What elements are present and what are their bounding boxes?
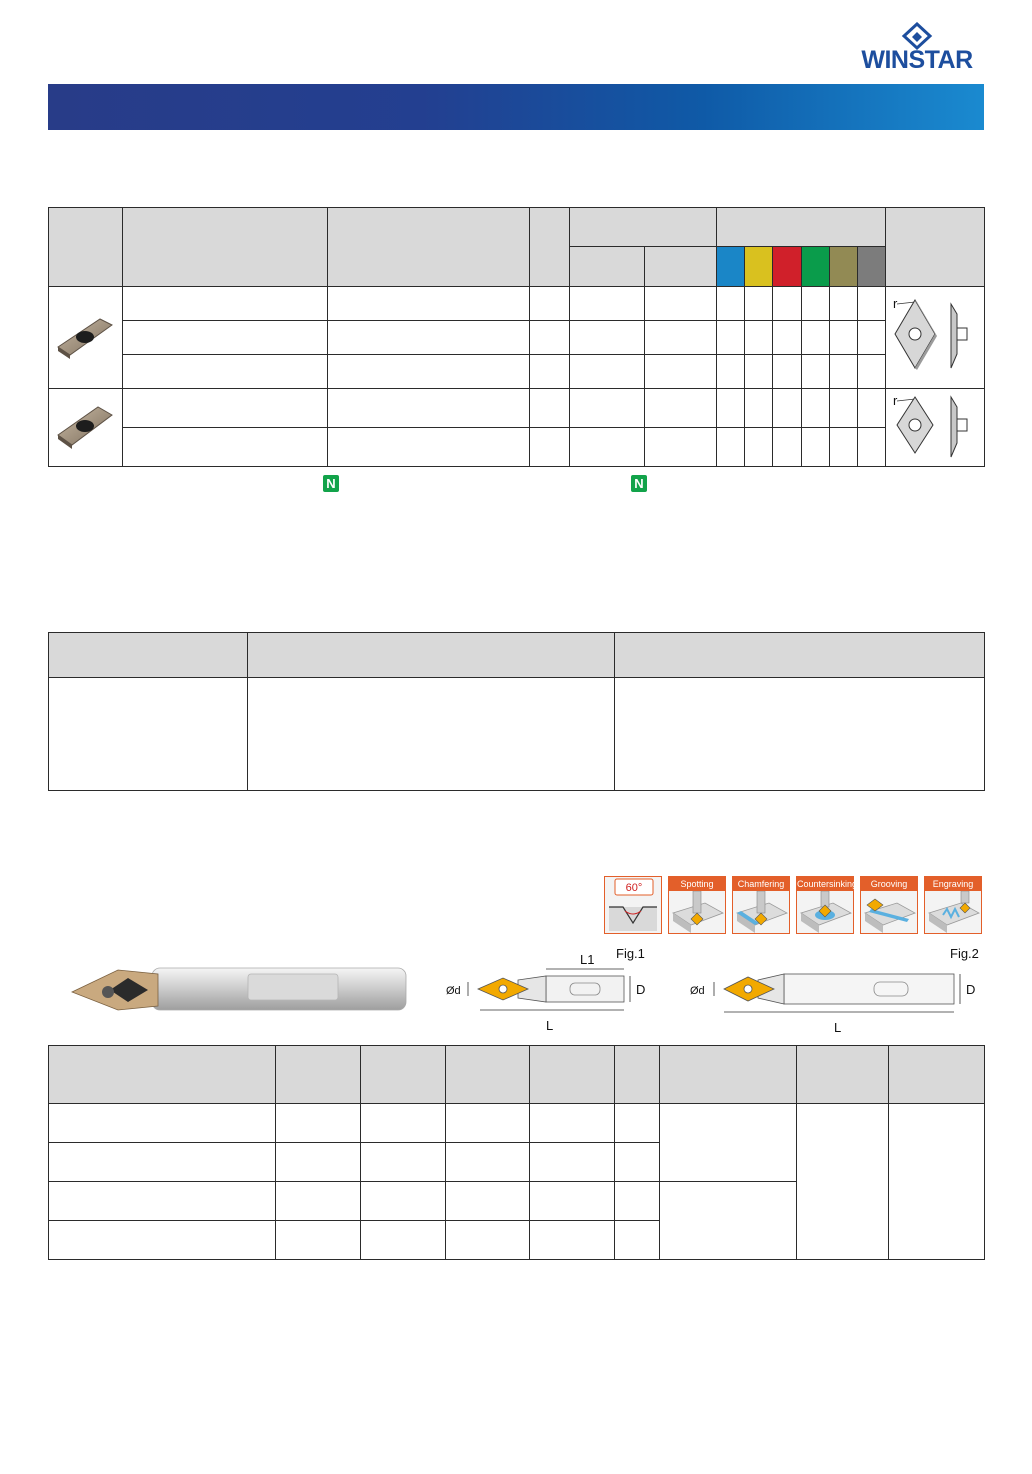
- table-cell: [645, 428, 717, 467]
- table-cell: [122, 355, 327, 389]
- table-cell: [773, 287, 802, 321]
- header-cell: [615, 1046, 660, 1104]
- point-angle-icon: [605, 877, 661, 933]
- header-cell: [889, 1046, 985, 1104]
- table-cell: [745, 321, 773, 355]
- table-cell: [275, 1182, 360, 1221]
- table-cell: [275, 1143, 360, 1182]
- table-cell: [530, 321, 570, 355]
- countersinking-tile: [796, 876, 858, 934]
- table-cell: [645, 321, 717, 355]
- title-banner: [48, 84, 984, 130]
- table-cell: [645, 355, 717, 389]
- table-row: [49, 355, 985, 389]
- table-cell: [660, 1104, 797, 1182]
- header-cell: [885, 208, 984, 287]
- table-cell: [717, 355, 745, 389]
- table-cell: [49, 678, 248, 791]
- fig2-label: Fig.2: [950, 946, 979, 961]
- insert-photo-cell: [49, 389, 123, 467]
- table-cell: [275, 1104, 360, 1143]
- table-cell: [745, 355, 773, 389]
- table-cell: [530, 1143, 615, 1182]
- chamfering-tile: [732, 876, 790, 934]
- material-swatch-gray: [857, 247, 885, 287]
- table-cell: [49, 1104, 276, 1143]
- table-cell: [445, 1182, 530, 1221]
- table-cell: [829, 389, 857, 428]
- table-cell: [530, 1221, 615, 1260]
- table-row: [49, 1104, 985, 1143]
- radius-label: r: [892, 296, 898, 311]
- table-cell: [122, 287, 327, 321]
- engraving-tile: [924, 876, 982, 934]
- table-cell: [530, 1104, 615, 1143]
- header-cell: [445, 1046, 530, 1104]
- header-cell: [122, 208, 327, 287]
- table-cell: [645, 287, 717, 321]
- table-cell: [857, 287, 885, 321]
- table-cell: [773, 355, 802, 389]
- table-cell: [857, 321, 885, 355]
- d-small-label: Ød: [446, 985, 461, 997]
- table-cell: [49, 1143, 276, 1182]
- table-cell: [773, 428, 802, 467]
- insert-shape-drawing-icon: [887, 389, 983, 463]
- table-cell: [857, 428, 885, 467]
- table-cell: [530, 428, 570, 467]
- n-grade-badge: N: [631, 475, 647, 492]
- insert-photo-icon: [52, 307, 118, 365]
- material-swatch-green: [802, 247, 830, 287]
- insert-shape-cell: [885, 287, 984, 389]
- table-cell: [773, 389, 802, 428]
- spotting-label: Spotting: [669, 877, 725, 891]
- application-tiles: [604, 876, 984, 936]
- table-cell: [717, 287, 745, 321]
- table-cell: [615, 1221, 660, 1260]
- table-cell: [615, 1104, 660, 1143]
- table-cell: [717, 428, 745, 467]
- grooving-icon: [861, 891, 917, 933]
- table-cell: [360, 1182, 445, 1221]
- l1-label: L1: [580, 952, 595, 967]
- table-cell: [773, 321, 802, 355]
- header-cell: [360, 1046, 445, 1104]
- table-cell: [745, 428, 773, 467]
- header-cell: [717, 208, 886, 247]
- table-cell: [530, 1182, 615, 1221]
- header-cell: [797, 1046, 889, 1104]
- radius-label: r: [892, 393, 898, 408]
- table-cell: [615, 1143, 660, 1182]
- table-cell: [570, 355, 645, 389]
- l-label: L: [546, 1018, 554, 1033]
- table-cell: [570, 428, 645, 467]
- header-cell: [530, 208, 570, 287]
- insert-header-row: [49, 208, 985, 247]
- insert-photo-cell: [49, 287, 123, 389]
- table-cell: [615, 1182, 660, 1221]
- header-cell: [570, 247, 645, 287]
- table-cell: [660, 1182, 797, 1260]
- insert-photo-icon: [52, 397, 118, 455]
- table-cell: [360, 1143, 445, 1182]
- table-cell: [745, 389, 773, 428]
- table-cell: [857, 355, 885, 389]
- table-cell: [327, 287, 530, 321]
- chamfering-icon: [733, 891, 789, 933]
- table-cell: [122, 428, 327, 467]
- header-cell: [645, 247, 717, 287]
- header-cell: [49, 208, 123, 287]
- winstar-logo: [848, 22, 986, 72]
- header-cell: [615, 633, 985, 678]
- table-cell: [615, 678, 985, 791]
- table-row: [49, 389, 985, 428]
- insert-shape-drawing-icon: [887, 290, 983, 382]
- table-row: [49, 321, 985, 355]
- header-cell: [49, 633, 248, 678]
- table-cell: [327, 321, 530, 355]
- table-cell: [327, 355, 530, 389]
- table-cell: [802, 321, 830, 355]
- table-cell: [570, 321, 645, 355]
- table-cell: [360, 1104, 445, 1143]
- table-row: [49, 678, 985, 791]
- countersinking-icon: [797, 891, 853, 933]
- table-cell: [49, 1221, 276, 1260]
- table-cell: [530, 355, 570, 389]
- table-cell: [275, 1221, 360, 1260]
- header-cell: [49, 1046, 276, 1104]
- grooving-tile: [860, 876, 918, 934]
- angle-label: 60°: [625, 882, 643, 894]
- header-cell: [660, 1046, 797, 1104]
- d-large-label: D: [636, 982, 646, 997]
- fig2-drawing: [690, 946, 979, 1035]
- engraving-label: Engraving: [925, 877, 981, 891]
- table-cell: [645, 389, 717, 428]
- info-table: [48, 632, 985, 791]
- d-small-label: Ød: [690, 985, 705, 997]
- tool-drawings: [48, 940, 988, 1040]
- table-cell: [802, 287, 830, 321]
- countersinking-label: Countersinking: [797, 879, 858, 889]
- table-cell: [247, 678, 615, 791]
- table-cell: [445, 1221, 530, 1260]
- header-cell: [247, 633, 615, 678]
- table-cell: [327, 428, 530, 467]
- table-cell: [889, 1104, 985, 1260]
- tool-photo-icon: [72, 968, 406, 1010]
- material-swatch-yellow: [745, 247, 773, 287]
- table-cell: [327, 389, 530, 428]
- table-cell: [829, 321, 857, 355]
- table-cell: [829, 428, 857, 467]
- table-cell: [122, 321, 327, 355]
- table-row: [49, 287, 985, 321]
- table-cell: [360, 1221, 445, 1260]
- l-label: L: [834, 1020, 842, 1035]
- table-cell: [857, 389, 885, 428]
- angle-60-tile: [604, 876, 662, 934]
- table-cell: [717, 389, 745, 428]
- engraving-icon: [925, 891, 981, 933]
- table-cell: [122, 389, 327, 428]
- insert-table: [48, 207, 985, 467]
- table-cell: [745, 287, 773, 321]
- table-cell: [445, 1143, 530, 1182]
- table-cell: [829, 355, 857, 389]
- grooving-label: Grooving: [861, 877, 917, 891]
- material-swatch-blue: [717, 247, 745, 287]
- table-cell: [717, 321, 745, 355]
- logo-text: WINSTAR: [861, 46, 973, 74]
- table-cell: [829, 287, 857, 321]
- header-cell: [327, 208, 530, 287]
- table-cell: [570, 389, 645, 428]
- material-swatch-olive: [829, 247, 857, 287]
- spotting-tile: [668, 876, 726, 934]
- fig1-drawing: [446, 946, 645, 1033]
- n-grade-badge: N: [323, 475, 339, 492]
- chamfering-label: Chamfering: [733, 877, 789, 891]
- table-row: [49, 428, 985, 467]
- info-header-row: [49, 633, 985, 678]
- table-cell: [802, 428, 830, 467]
- d-large-label: D: [966, 982, 976, 997]
- table-cell: [570, 287, 645, 321]
- table-cell: [49, 1182, 276, 1221]
- table-cell: [797, 1104, 889, 1260]
- spotting-icon: [669, 891, 725, 933]
- material-swatch-red: [773, 247, 802, 287]
- insert-shape-cell: [885, 389, 984, 467]
- fig1-label: Fig.1: [616, 946, 645, 961]
- table-cell: [530, 287, 570, 321]
- table-cell: [802, 389, 830, 428]
- table-cell: [802, 355, 830, 389]
- holder-table: [48, 1045, 985, 1260]
- table-cell: [530, 389, 570, 428]
- table-cell: [445, 1104, 530, 1143]
- holder-header-row: [49, 1046, 985, 1104]
- header-cell: [570, 208, 717, 247]
- header-cell: [275, 1046, 360, 1104]
- header-cell: [530, 1046, 615, 1104]
